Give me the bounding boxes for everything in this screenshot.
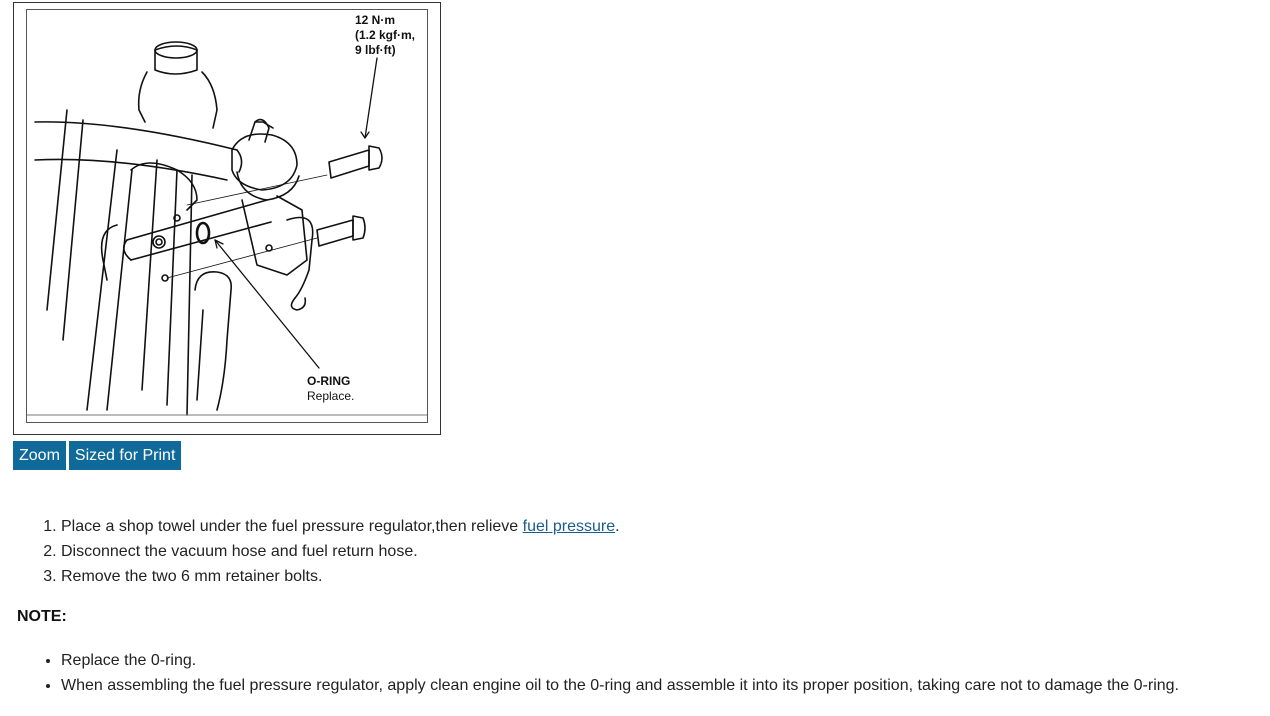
oring-subtitle: Replace. [307,389,355,403]
step-text-end: . [615,518,620,535]
torque-lbf: 9 lbf·ft) [355,43,396,57]
step-item [61,539,1270,564]
torque-kgf: (1.2 kgf·m, [355,28,416,42]
step-text: Remove the two 6 mm retainer bolts. [61,568,323,585]
zoom-button[interactable]: Zoom [13,441,66,470]
fuel-regulator-drawing [27,10,427,422]
torque-callout [355,13,415,58]
note-heading: NOTE: [17,608,67,625]
note-item: • When assembling the fuel pressure regulator, apply clean engine oil to the 0-ring and assemble it into its proper position, taking care not to damage the 0-ring. [61,673,1179,698]
torque-value: 12 N·m [355,13,396,27]
step-text: Place a shop towel under the fuel pressure regulator,then relieve [61,518,523,535]
step-item [61,514,1270,539]
procedure-content [0,514,1270,694]
step-item [61,564,1270,589]
diagram-frame [13,2,441,435]
oring-callout [307,374,354,404]
procedure-steps [0,514,1270,589]
note-list [0,648,1179,698]
step-text: Disconnect the vacuum hose and fuel return hose. [61,543,418,560]
oring-title: O-RING [307,374,351,388]
fuel-pressure-link[interactable]: fuel pressure [522,518,616,535]
diagram-illustration [26,9,428,423]
image-button-row [13,441,181,470]
note-item: • Replace the 0-ring. [61,648,1179,673]
sized-for-print-button[interactable]: Sized for Print [69,441,181,470]
